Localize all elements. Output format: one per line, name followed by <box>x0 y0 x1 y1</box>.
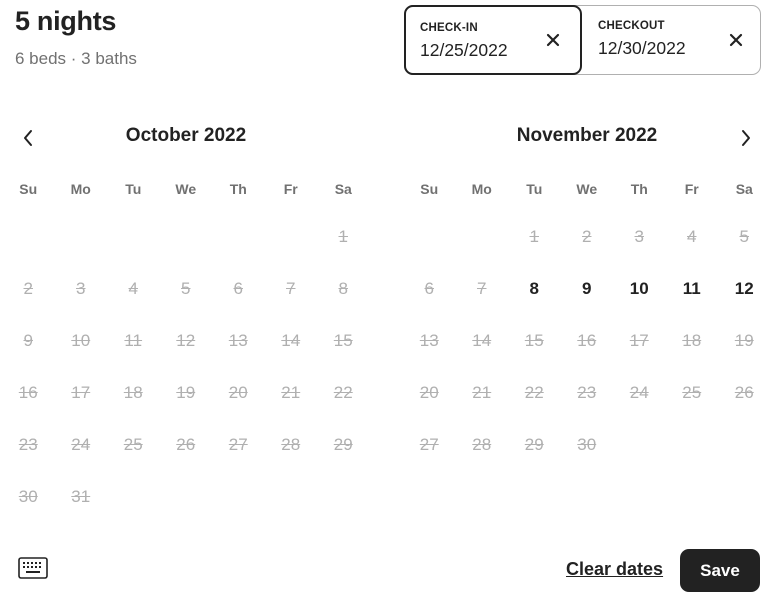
calendar-day: 5 <box>181 279 191 298</box>
calendar-day: 5 <box>739 227 749 246</box>
date-range-box <box>404 5 761 75</box>
clear-checkout-button[interactable] <box>726 30 746 50</box>
calendar-day: 19 <box>176 383 196 402</box>
calendar-day: 21 <box>472 383 492 402</box>
calendar-day: 18 <box>123 383 143 402</box>
calendar-day: 15 <box>524 331 544 350</box>
weekday-label: Fr <box>283 181 298 197</box>
calendar-day: 23 <box>577 383 597 402</box>
weekday-label: We <box>576 181 598 197</box>
weekday-label: Fr <box>684 181 699 197</box>
calendar-day: 23 <box>18 435 38 454</box>
calendar-day[interactable]: 8 <box>529 279 539 298</box>
checkout-value: 12/30/2022 <box>598 38 686 58</box>
calendar-day: 3 <box>76 279 86 298</box>
calendar-day: 4 <box>128 279 138 298</box>
calendar-day: 13 <box>228 331 248 350</box>
calendar-day: 14 <box>281 331 301 350</box>
listing-subtitle: 6 beds · 3 baths <box>15 49 137 68</box>
weekday-label: Sa <box>735 181 753 197</box>
clear-checkin-button[interactable] <box>543 30 563 50</box>
checkin-label: CHECK-IN <box>420 22 478 34</box>
calendar-day: 3 <box>634 227 644 246</box>
checkout-label: CHECKOUT <box>598 20 665 32</box>
calendar-day: 25 <box>682 383 702 402</box>
calendar-day: 2 <box>23 279 33 298</box>
weekday-label: Th <box>630 181 648 197</box>
calendar-day: 1 <box>338 227 348 246</box>
calendar-day: 4 <box>687 227 697 246</box>
calendar-day: 6 <box>233 279 243 298</box>
calendar-day: 18 <box>682 331 702 350</box>
calendar-day[interactable]: 11 <box>682 279 701 298</box>
calendar-day: 16 <box>577 331 597 350</box>
calendar-day: 14 <box>472 331 492 350</box>
month-title: October 2022 <box>125 125 247 146</box>
calendar-day: 28 <box>281 435 301 454</box>
calendar-day: 22 <box>524 383 544 402</box>
calendar-day: 7 <box>286 279 296 298</box>
weekday-label: Th <box>229 181 247 197</box>
calendar-day: 20 <box>228 383 248 402</box>
weekday-label: We <box>175 181 197 197</box>
calendar-day: 7 <box>477 279 487 298</box>
calendar-day: 20 <box>419 383 439 402</box>
checkout-field[interactable] <box>582 6 760 76</box>
calendar-day: 17 <box>629 331 649 350</box>
close-icon <box>729 33 743 47</box>
calendar-day: 31 <box>71 487 91 506</box>
save-button[interactable]: Save <box>680 549 760 592</box>
calendar-day: 27 <box>228 435 248 454</box>
calendar-day[interactable]: 9 <box>582 279 592 298</box>
calendar-day: 19 <box>734 331 754 350</box>
calendar-day: 30 <box>577 435 597 454</box>
weekday-label: Mo <box>70 181 91 197</box>
calendar-day: 21 <box>281 383 301 402</box>
nights-title: 5 nights <box>15 6 117 36</box>
calendar-day: 16 <box>18 383 38 402</box>
calendar-day: 24 <box>629 383 649 402</box>
calendar-day: 13 <box>419 331 439 350</box>
calendar-day: 12 <box>176 331 196 350</box>
weekday-label: Sa <box>334 181 352 197</box>
weekday-label: Tu <box>125 181 142 197</box>
checkin-value: 12/25/2022 <box>420 40 508 60</box>
calendar-day: 29 <box>333 435 353 454</box>
calendar-day: 2 <box>582 227 592 246</box>
calendar-day: 24 <box>71 435 91 454</box>
calendar-day: 22 <box>333 383 353 402</box>
calendar-day: 25 <box>123 435 143 454</box>
month-title: November 2022 <box>516 125 658 146</box>
calendar-day: 28 <box>472 435 492 454</box>
calendar-day: 17 <box>71 383 91 402</box>
calendar-day: 26 <box>734 383 754 402</box>
calendar-day: 15 <box>333 331 353 350</box>
calendar-day: 26 <box>176 435 196 454</box>
calendar-day: 6 <box>424 279 434 298</box>
calendar-day: 8 <box>338 279 348 298</box>
keyboard-shortcuts-button[interactable] <box>18 556 48 580</box>
calendar-day: 1 <box>529 227 539 246</box>
close-icon <box>546 33 560 47</box>
weekday-label: Tu <box>526 181 543 197</box>
weekday-label: Su <box>420 181 439 197</box>
calendar-day[interactable]: 12 <box>734 279 754 298</box>
weekday-label: Mo <box>471 181 492 197</box>
calendar-day[interactable]: 10 <box>629 279 649 298</box>
weekday-label: Su <box>19 181 38 197</box>
checkin-field[interactable] <box>404 5 582 75</box>
calendar-day: 29 <box>524 435 544 454</box>
calendar-day: 9 <box>23 331 33 350</box>
clear-dates-button[interactable]: Clear dates <box>566 559 664 579</box>
calendar-day: 30 <box>18 487 38 506</box>
calendar-day: 11 <box>124 331 143 350</box>
calendar-day: 10 <box>71 331 91 350</box>
calendar-day: 27 <box>419 435 439 454</box>
keyboard-icon <box>18 556 48 580</box>
